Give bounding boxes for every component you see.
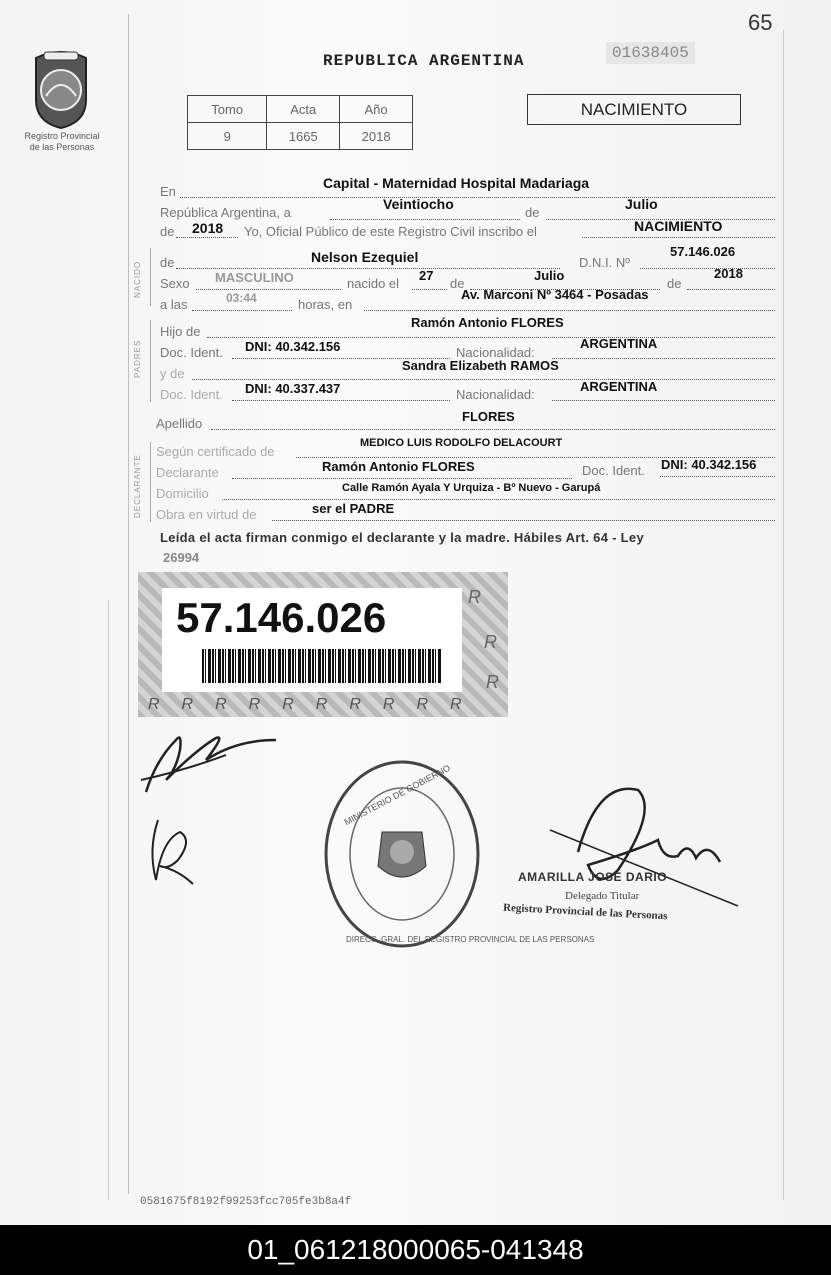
certificate-label: Según certificado de (156, 444, 275, 459)
time-value: 03:44 (226, 291, 257, 305)
seal-ring-text: DIRECC. GRAL. DEL REGISTRO PROVINCIAL DE LAS PERSONAS (346, 935, 595, 944)
year-value: 2018 (192, 220, 224, 236)
reason-line (272, 519, 775, 521)
mother-name-line (192, 378, 775, 380)
reason-value: ser el PADRE (312, 501, 395, 516)
closing-note-line1: Leída el acta firman conmigo el declarante y la madre. Hábiles Art. 64 - Ley (160, 530, 644, 545)
day-text-value: Veintiocho (383, 196, 454, 212)
event-line (582, 236, 775, 238)
registry-table (187, 95, 413, 150)
declarant-label: Declarante (156, 465, 219, 480)
father-nationality-value: ARGENTINA (580, 336, 658, 351)
footer-code-bar (0, 1225, 831, 1275)
birth-address-line (364, 309, 775, 311)
father-nationality-line (552, 357, 775, 359)
reason-label: Obra en virtud de (156, 507, 257, 522)
declarant-doc-label: Doc. Ident. (582, 463, 645, 478)
padres-side-label: PADRES (133, 339, 142, 378)
acta-header: Acta (267, 96, 340, 123)
acta-value: 1665 (267, 123, 340, 150)
official-signature (548, 770, 748, 910)
name-line (176, 267, 560, 269)
logo-caption (14, 131, 110, 153)
closing-note-line2: 26994 (163, 550, 200, 565)
barcode-dni-number: 57.146.026 (176, 594, 387, 641)
mother-nationality-value: ARGENTINA (580, 379, 658, 394)
right-margin-line (783, 30, 784, 1200)
surname-label: Apellido (156, 416, 203, 431)
domicile-value: Calle Ramón Ayala Y Urquiza - Bº Nuevo - Garupá (342, 482, 601, 494)
domicile-line (222, 498, 775, 500)
tomo-header: Tomo (188, 96, 267, 123)
registry-table-header-row (188, 96, 413, 123)
de-birth-year-label: de (667, 276, 682, 291)
sex-label: Sexo (160, 276, 190, 291)
left-margin-line (128, 14, 129, 1194)
mother-signature (138, 810, 208, 890)
padres-bracket (150, 320, 151, 402)
country-title: REPUBLICA ARGENTINA (323, 52, 525, 70)
de-label: de (525, 205, 540, 220)
page-number: 65 (748, 10, 773, 35)
and-label: y de (160, 366, 185, 381)
provincial-coat-of-arms-logo (26, 44, 96, 132)
left-edge-line (108, 600, 109, 1200)
de-name-label: de (160, 255, 175, 270)
sex-line (196, 288, 341, 290)
tomo-value: 9 (188, 123, 267, 150)
dni-line (640, 267, 775, 269)
year-line (176, 236, 238, 238)
declarant-doc-value: DNI: 40.342.156 (661, 457, 757, 472)
birth-year-line (687, 288, 775, 290)
declarant-doc-line (660, 475, 775, 477)
de-year-label: de (160, 224, 175, 239)
surname-line (211, 428, 775, 430)
document-hash: 0581675f8192f99253fcc705fe3b8a4f (140, 1196, 352, 1208)
day-line (330, 218, 520, 220)
declarant-signature (136, 720, 286, 800)
birth-year-value: 2018 (714, 266, 743, 281)
registry-table-value-row (188, 123, 413, 150)
nacido-side-label: NACIDO (133, 260, 142, 298)
child-of-label: Hijo de (160, 324, 201, 339)
mother-name-value: Sandra Elizabeth RAMOS (402, 358, 559, 373)
child-name-value: Nelson Ezequiel (311, 249, 419, 265)
en-label: En (160, 184, 176, 199)
declarant-name-value: Ramón Antonio FLORES (322, 459, 475, 474)
official-name: AMARILLA JOSE DARIO (518, 870, 668, 884)
pattern-letter-row: RRRRRRRRRR (148, 696, 484, 713)
place-line (180, 196, 775, 198)
document-type-box: NACIMIENTO (527, 94, 741, 125)
official-office: Registro Provincial de las Personas (502, 901, 668, 923)
republic-label: República Argentina, a (160, 205, 291, 220)
dni-value: 57.146.026 (670, 244, 736, 259)
time-line (192, 309, 292, 311)
anio-header: Año (340, 96, 413, 123)
mother-doc-value: DNI: 40.337.437 (245, 381, 341, 396)
de-birth-month-label: de (450, 276, 465, 291)
dni-label: D.N.I. Nº (579, 255, 630, 270)
born-label: nacido el (347, 276, 400, 291)
event-value: NACIMIENTO (634, 218, 723, 234)
declarante-bracket (150, 442, 151, 522)
officer-text: Yo, Oficial Público de este Registro Civil inscribo el (244, 224, 537, 239)
sex-value: MASCULINO (215, 270, 294, 285)
logo-caption-line2: de las Personas (29, 142, 95, 152)
surname-value: FLORES (462, 409, 515, 424)
birth-address-value: Av. Marconi Nº 3464 - Posadas (461, 287, 649, 302)
father-doc-label: Doc. Ident. (160, 345, 223, 360)
at-label: a las (160, 297, 188, 312)
pattern-letter-1: R (468, 587, 481, 607)
mother-doc-label: Doc. Ident. (160, 387, 223, 402)
hours-label: horas, en (298, 297, 353, 312)
father-name-value: Ramón Antonio FLORES (411, 315, 564, 330)
barcode-bars (202, 649, 442, 683)
logo-caption-line1: Registro Provincial (24, 131, 100, 141)
anio-value: 2018 (340, 123, 413, 150)
month-value: Julio (625, 196, 658, 212)
seal-inner-text: MINISTERIO DE GOBIERNO (342, 762, 452, 828)
birth-day-line (412, 288, 447, 290)
nacido-bracket (150, 248, 151, 306)
serial-number: 01638405 (606, 42, 695, 64)
certificate-value: MEDICO LUIS RODOLFO DELACOURT (360, 437, 563, 449)
footer-code: 01_061218000065-041348 (247, 1234, 584, 1265)
mother-nationality-line (552, 399, 775, 401)
birth-month-value: Julio (534, 268, 565, 283)
official-title: Delegado Titular (565, 890, 640, 902)
mother-doc-line (232, 399, 450, 401)
father-doc-value: DNI: 40.342.156 (245, 339, 341, 354)
barcode-label-inner (162, 588, 462, 692)
declarante-side-label: DECLARANTE (133, 454, 142, 518)
place-value: Capital - Maternidad Hospital Madariaga (323, 175, 590, 191)
pattern-letter-3: R (486, 672, 499, 692)
father-name-line (207, 336, 775, 338)
dni-barcode-label (138, 572, 508, 717)
father-nationality-label: Nacionalidad: (456, 345, 535, 360)
birth-day-value: 27 (419, 268, 434, 283)
declarant-name-line (232, 477, 572, 479)
pattern-letter-2: R (484, 632, 497, 652)
domicile-label: Domicilio (156, 486, 209, 501)
mother-nationality-label: Nacionalidad: (456, 387, 535, 402)
